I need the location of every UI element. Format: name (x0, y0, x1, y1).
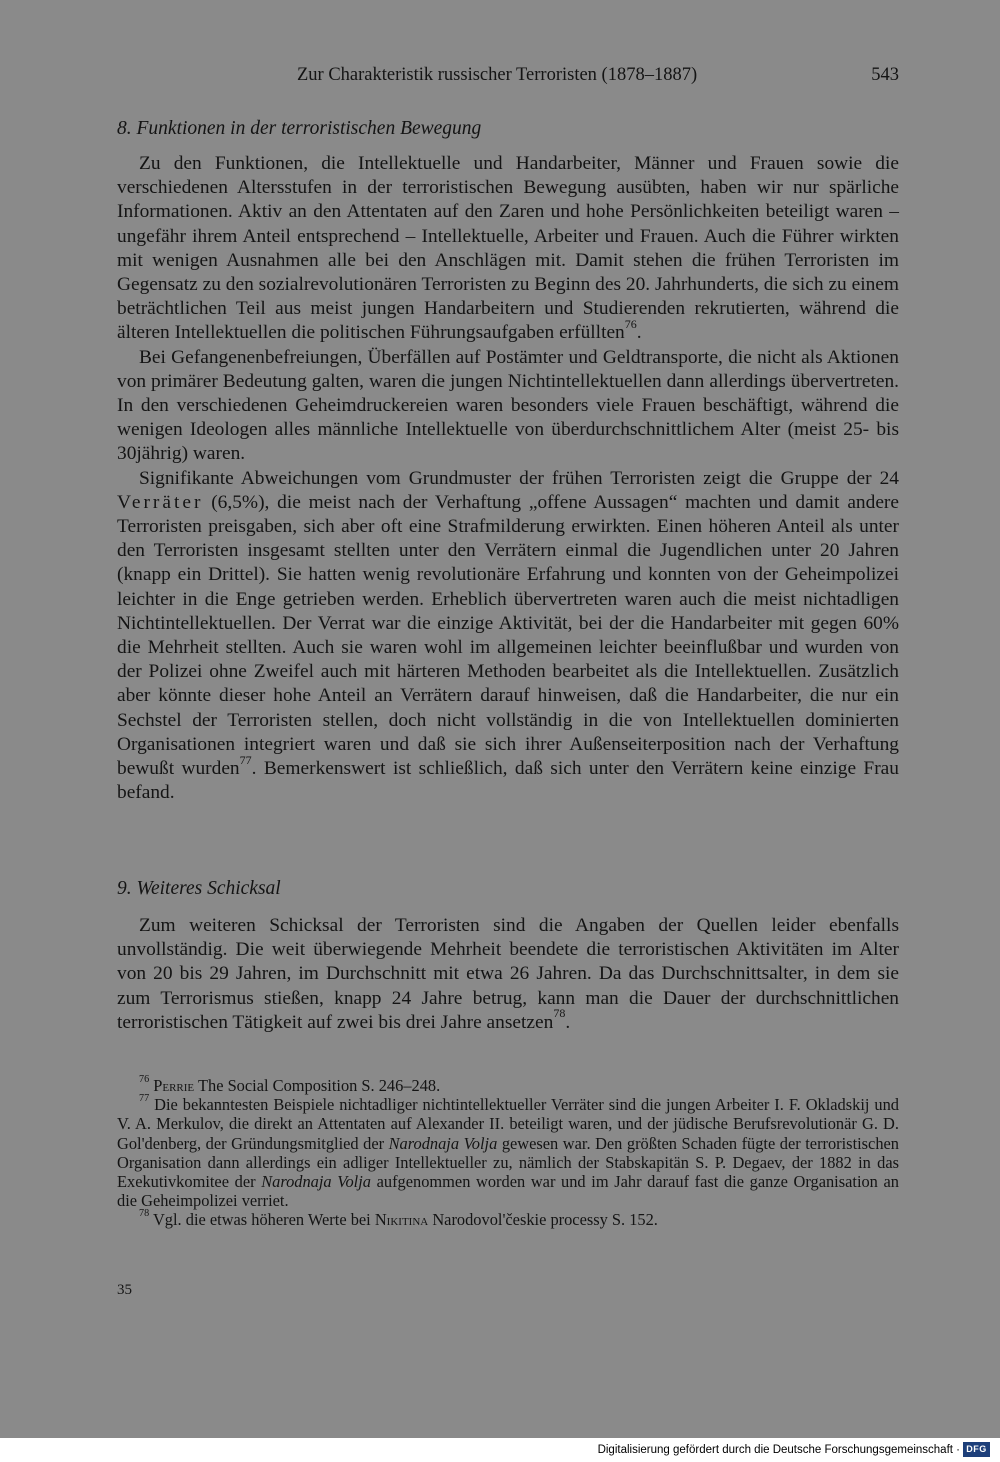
paragraph-text: Zu den Funktionen, die Intellektuelle und Handarbeiter, Männer und Frauen sowie die verschiedenen Altersstufen in der terroristischen Bewegung ausübten, haben wir nur spärliche Informationen. Aktiv an den Attentaten auf den Zaren und hohe Persönlichkeiten beteiligt waren – ungefähr ihrem Anteil entsprechend – Intellektuelle, Arbeiter und Frauen. Auch die Führer wirkten mit wenigen Ausnahmen alle bei den Anschlägen mit. Damit stehen die frühen Terroristen im Gegensatz zu den sozialrevolutionären Terroristen zu Beginn des 20. Jahrhunderts, die sich zu einem beträchtlichen Teil aus meist jungen Handarbeitern und Studierenden rekrutierten, während die älteren Intellektuellen die politischen Führungsaufgaben erfüllten (117, 153, 899, 344)
section-8-body (117, 152, 899, 805)
footnote-ref-77[interactable]: 77 (239, 752, 252, 767)
running-head (117, 62, 899, 88)
footnote-76 (117, 1076, 899, 1095)
paragraph-end: . (565, 1011, 571, 1033)
footnote-text: Vgl. die etwas höheren Werte bei (152, 1210, 371, 1230)
footnote-text: gewesen war. Den größten Schaden fügte der terroristischen Organisation dann allerdings ein adliger Intellektueller zu, nämlich der Stabskapitän S. P. Degaev, der 1882 in das Exekutivkomitee der (117, 1133, 899, 1192)
section-8-heading: 8. Funktionen in der terroristischen Bewegung (117, 118, 482, 139)
paragraph-text: (6,5%), die meist nach der Verhaftung „offene Aussagen“ machten und damit andere Terroristen preisgaben, sich aber oft eine Strafmilderung erwirkten. Einen höheren Anteil als unter den Terroristen insgesamt stellten unter den Verrätern einmal die Jugendlichen unter 20 Jahren (knapp ein Drittel). Sie hatten wenig revolutionäre Erfahrung und konnten von der Geheimpolizei leichter in die Enge getrieben werden. Erheblich übervertreten waren auch die meist nichtadligen Nichtintellektuellen. Der Verrat war die einzige Aktivität, bei der die Handarbeiter mit gegen 60% die Mehrheit stellten. Auch sie waren wohl im allgemeinen leichter beeinflußbar und wurden von der Polizei ohne Zweifel auch mit härteren Methoden bearbeitet als die Intellektuellen. Zusätzlich aber könnte dieser hohe Anteil an Verrätern darauf hinweisen, daß die Handarbeiter, die nur ein Sechstel der Terroristen stellen, doch nicht vollständig in die von Intellektuellen dominierten Organisationen integriert waren und daß sie sich ihrer Außenseiterposition nach der Verhaftung bewußt wurden (117, 491, 899, 780)
funding-footer-bar (0, 1438, 1000, 1462)
footnote-author: Perrie (153, 1076, 195, 1095)
footnote-text: aufgenommen worden war und im Jahr darauf fast die ganze Organisation an die Geheimpolizei verriet. (117, 1172, 899, 1211)
paragraph-end: . (636, 322, 642, 344)
footnotes (117, 1076, 899, 1230)
paragraph (117, 467, 899, 806)
printer-signature: 35 (117, 1282, 132, 1298)
emphasized-term: Verräter (117, 491, 204, 513)
footnote-number: 77 (139, 1093, 150, 1105)
footnote-ref-78[interactable]: 78 (553, 1006, 566, 1021)
page-number: 543 (871, 65, 899, 85)
paragraph-text: Bei Gefangenenbefreiungen, Überfällen auf Postämter und Geldtransporte, die nicht als Aktionen von primärer Bedeutung galten, waren die jungen Nichtintellektuellen dann allerdings übervertreten. In den verschiedenen Geheimdruckereien waren besonders viele Frauen beschäftigt, während die wenigen Ideologen alles männliche Intellektuelle von überdurchschnittlichem Alter (meist 25- bis 30jährig) waren. (117, 346, 899, 465)
footnote-text: The Social Composition S. 246–248. (197, 1076, 441, 1095)
section-9-body (117, 914, 899, 1035)
footnote-title: Narodnaja Volja (261, 1172, 371, 1192)
paragraph-text: Zum weiteren Schicksal der Terroristen sind die Angaben der Quellen leider ebenfalls unvollständig. Die weit überwiegende Mehrheit beendete die terroristischen Aktivitäten im Alter von 20 bis 29 Jahren, im Durchschnitt mit etwa 26 Jahren. Da das Durchschnittsalter, in dem sie zum Terrorismus stießen, knapp 24 Jahre betrug, kann man die Dauer der durchschnittlichen terroristischen Tätigkeit auf zwei bis drei Jahre ansetzen (117, 915, 899, 1033)
running-title: Zur Charakteristik russischer Terroristen (1878–1887) (297, 65, 698, 85)
section-9-heading: 9. Weiteres Schicksal (117, 878, 281, 899)
paragraph (117, 152, 899, 346)
footnote-number: 76 (139, 1074, 150, 1085)
footnote-text: Narodovol'českie processy S. 152. (432, 1210, 658, 1230)
footnote-77 (117, 1095, 899, 1210)
footnote-title: Narodnaja Volja (388, 1133, 498, 1153)
footnote-number: 78 (139, 1208, 150, 1220)
paragraph (117, 346, 899, 467)
footnote-ref-76[interactable]: 76 (624, 316, 637, 331)
footnote-author: Nikitina (374, 1210, 429, 1230)
dfg-logo: DFG (963, 1442, 990, 1457)
paragraph-text: . Bemerkenswert ist schließlich, daß sich unter den Verrätern keine einzige Frau befand. (117, 758, 899, 804)
paragraph-text: Signifikante Abweichungen vom Grundmuster der frühen Terroristen zeigt die Gruppe der 24 (139, 467, 899, 489)
funding-note: Digitalisierung gefördert durch die Deutsche Forschungsgemeinschaft · (597, 1444, 960, 1456)
footnote-text: Die bekanntesten Beispiele nichtadliger nichtintellektueller Verräter sind die jungen Arbeiter I. F. Okladskij und V. A. Merkulov, die direkt an Attentaten auf Alexander II. beteiligt waren, und der jüdische Berufsrevolutionär G. D. Gol'denberg, der Gründungsmitglied der (117, 1095, 899, 1153)
footnote-78 (117, 1210, 899, 1229)
paragraph (117, 914, 899, 1035)
